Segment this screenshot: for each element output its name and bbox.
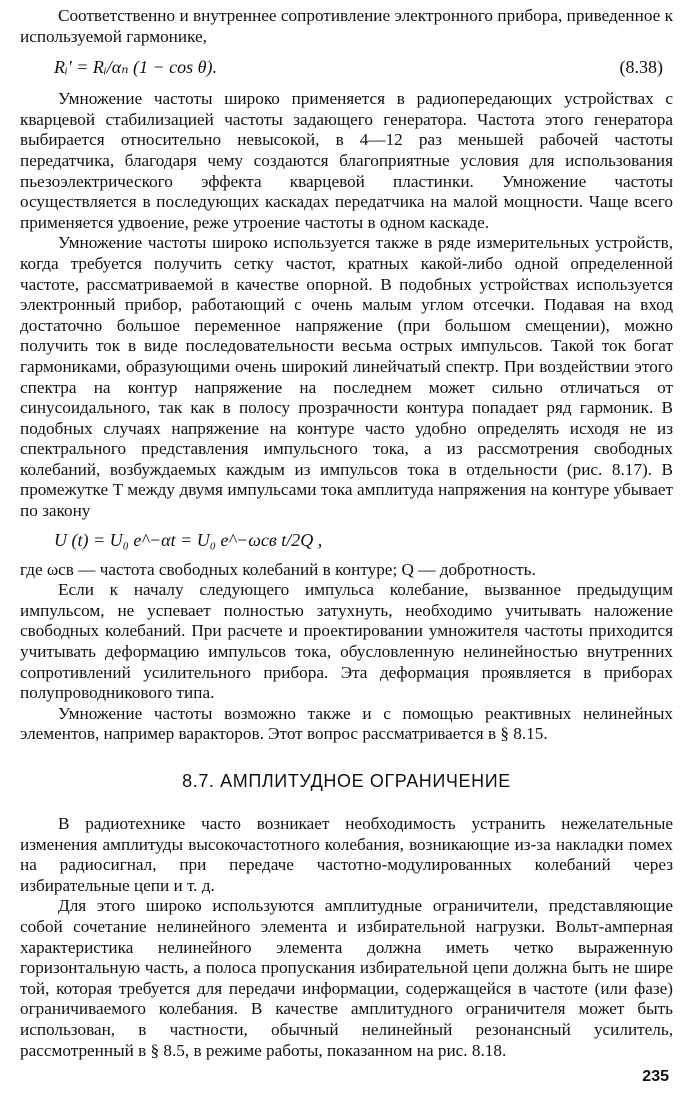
paragraph-intro: Соответственно и внутреннее сопротивление электронного прибора, приведенное к используемой гармонике, bbox=[20, 6, 673, 46]
paragraph-amplitude-limiting-need: В радиотехнике часто возникает необходимость устранить нежелательные изменения амплитуды высокочастотного колебания, возникающие из-за накладки помех на радиосигнал, при передаче частотно-модулированных колебаний через избирательные цепи и т. д. bbox=[20, 814, 673, 895]
paragraph-free-oscillation-overlap: Если к началу следующего импульса колебание, вызванное предыдущим импульсом, не успевает полностью затухнуть, необходимо учитывать наложение свободных колебаний. При расчете и проектировании умножителя частоты приходится учитывать деформацию импульсов тока, обусловленную нелинейностью внутренних сопротивлений усилительного прибора. Эта деформация проявляется в приборах полупроводникового типа. bbox=[20, 580, 673, 703]
page-number: 235 bbox=[642, 1068, 669, 1085]
paragraph-where-definitions: где ωсв — частота свободных колебаний в контуре; Q — добротность. bbox=[20, 559, 536, 579]
paragraph-frequency-multiplication-transmitters: Умножение частоты широко применяется в радиопередающих устройствах с кварцевой стабилизацией частоты задающего генератора. Частота этого генератора выбирается относительно невысокой, в 4—12 раз меньшей рабочей частоты передатчика, благодаря чему создаются благоприятные условия для использования пьезоэлектрического эффекта кварцевой пластинки. Умножение частоты осуществляется в последующих каскадах передатчика на малой мощности. Чаще всего применяется удвоение, реже утроение частоты в одном каскаде. bbox=[20, 89, 673, 232]
equation-voltage-decay bbox=[20, 522, 673, 560]
equation-8-38 bbox=[20, 47, 673, 89]
paragraph-amplitude-limiters: Для этого широко используются амплитудные ограничители, представляющие собой сочетание нелинейного элемента и избирательной нагрузки. Вольт-амперная характеристика нелинейного элемента должна иметь четко выраженную горизонтальную часть, а полоса пропускания избирательной цепи должна быть не шире той, которая требуется для передачи информации, содержащейся в частоте (или фазе) ограничиваемого колебания. В качестве амплитудного ограничителя может быть использован, в частности, обычный нелинейный резонансный усилитель, рассмотренный в § 8.5, в режиме работы, показанном на рис. 8.18. bbox=[20, 896, 673, 1060]
equation-8-38-expression: Rᵢ′ = Rᵢ/αₙ (1 − cos θ). bbox=[54, 57, 217, 78]
equation-8-38-number: (8.38) bbox=[619, 57, 663, 78]
equation-voltage-decay-expression: U (t) = U₀ e^−αt = U₀ e^−ωсв t/2Q , bbox=[54, 529, 323, 550]
paragraph-varactors: Умножение частоты возможно также и с помощью реактивных нелинейных элементов, например варакторов. Этот вопрос рассматривается в § 8.15. bbox=[20, 703, 673, 744]
paragraph-frequency-multiplication-measurement: Умножение частоты широко используется также в ряде измерительных устройств, когда требуется получить сетку частот, кратных какой-либо одной определенной частоте, рассматриваемой в качестве опорной. В подобных устройствах используется электронный прибор, работающий с очень малым углом отсечки. Подавая на вход достаточно большое переменное напряжение (при большом смещении), можно получить ток в виде последовательности весьма острых импульсов. Такой ток богат гармониками, образующими очень широкий линейчатый спектр. При воздействии этого спектра на контур напряжение на последнем может сильно отличаться от синусоидального, так как в полосу прозрачности контура попадает ряд гармоник. В подобных случаях напряжение на контуре часто удобно определять исходя не из спектрального представления импульсного тока, а из рассмотрения свободных колебаний, возбуждаемых каждым из импульсов тока в отдельности (рис. 8.17). В промежутке T между двумя импульсами тока амплитуда напряжения на контуре убывает по закону bbox=[20, 233, 673, 521]
section-title-amplitude-limiting: 8.7. АМПЛИТУДНОЕ ОГРАНИЧЕНИЕ bbox=[182, 771, 511, 791]
